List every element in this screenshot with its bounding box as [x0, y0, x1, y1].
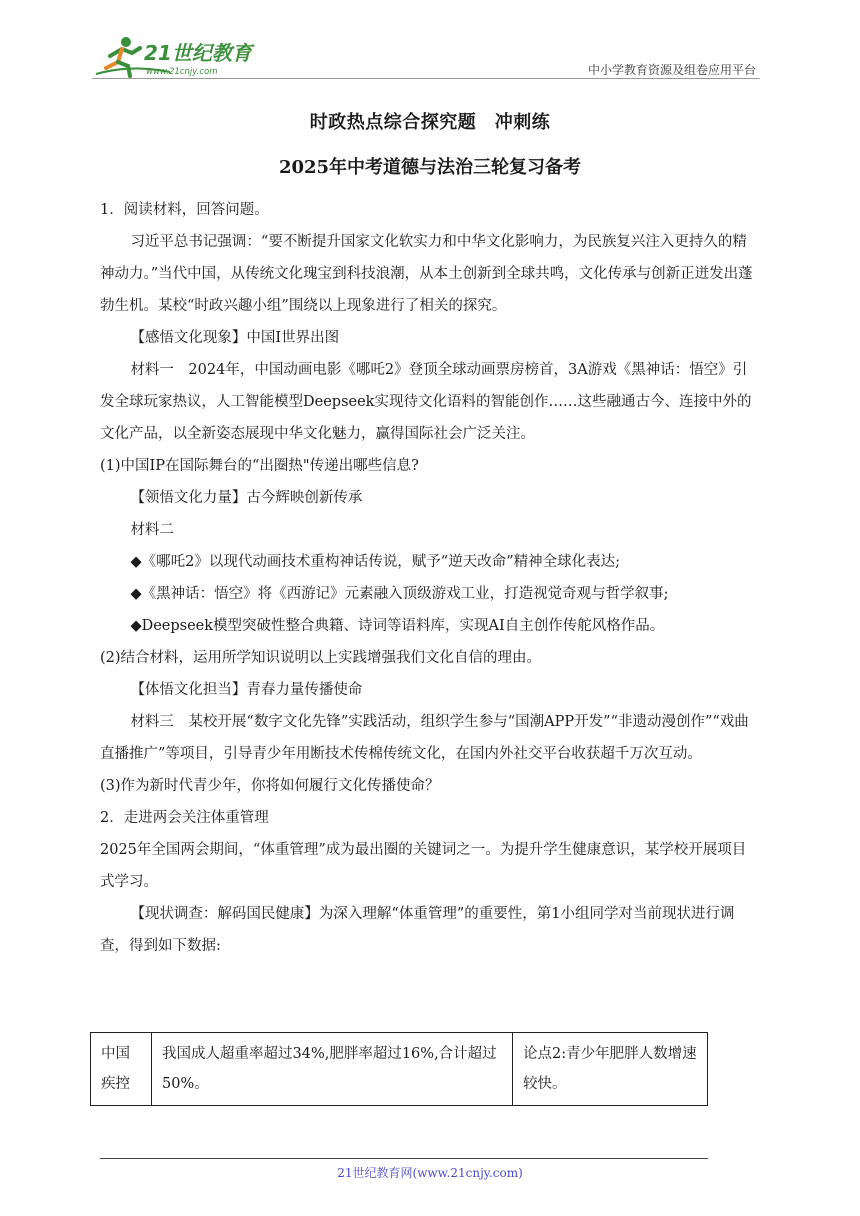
material-bullet: ◆Deepseek模型突破性整合典籍、诗词等语料库，实现AI自主创作传舵风格作品。: [130, 618, 665, 634]
page-title: 时政热点综合探究题 冲刺练: [309, 112, 551, 133]
section-heading: 【感悟文化现象】中国I世界出图: [130, 330, 340, 346]
runner-logo-icon: [92, 34, 262, 80]
page-header: [92, 34, 760, 82]
material-1: 材料一 2024年，中国动画电影《哪吒2》登顶全球动画票房榜首，3A游戏《黑神话：悟空》引发全球玩家热议，人工智能模型Deepseek实现待文化语料的智能创作……这些融通古今、连接中外的文化产品，以全新姿态展现中华文化魅力，赢得国际社会广泛关注。: [100, 362, 752, 442]
platform-name: 中小学教育资源及组卷应用平台: [587, 63, 756, 77]
site-logo[interactable]: [92, 34, 262, 80]
page-subtitle: 2025年中考道德与法治三轮复习备考: [278, 157, 582, 178]
table-cell: 论点2:青少年肥胖人数增速较快。: [513, 1033, 708, 1106]
material-bullet: ◆《黑神话：悟空》将《西游记》元素融入顶级游戏工业，打造视觉奇观与哲学叙事;: [130, 586, 669, 602]
section-heading: 【体悟文化担当】青春力量传播使命: [130, 682, 363, 698]
question-2-intro: 2025年全国两会期间，“体重管理”成为最出圈的关键词之一。为提升学生健康意识，某学校开展项目式学习。: [100, 842, 747, 890]
question-2-stem: 2．走进两会关注体重管理: [100, 810, 269, 826]
material-2-label: 材料二: [130, 522, 174, 538]
table-cell: 中国疾控: [91, 1033, 152, 1106]
logo-text: 21世纪教育: [144, 41, 252, 65]
table-row: [91, 1033, 708, 1106]
table-cell: 我国成人超重率超过34%,肥胖率超过16%,合计超过50%。: [152, 1033, 513, 1106]
question-1-stem: 1．阅读材料，回答问题。: [100, 202, 269, 218]
question-1-intro: 习近平总书记强调：“要不断提升国家文化软实力和中华文化影响力，为民族复兴注入更持久的精神动力。”当代中国，从传统文化瑰宝到科技浪潮，从本土创新到全球共鸣，文化传承与创新正迸发出蓬勃生机。某校“时政兴趣小组”围绕以上现象进行了相关的探究。: [100, 234, 753, 314]
section-heading: 【领悟文化力量】古今辉映创新传承: [130, 490, 363, 506]
sub-question-2: (2)结合材料，运用所学知识说明以上实践增强我们文化自信的理由。: [100, 650, 542, 666]
sub-question-1: (1)中国IP在国际舞台的“出圈热"传递出哪些信息?: [100, 458, 419, 474]
data-table: [90, 1032, 708, 1106]
footer-divider: [100, 1158, 708, 1159]
document-body: [100, 194, 760, 962]
sub-question-3: (3)作为新时代青少年，你将如何履行文化传播使命？: [100, 778, 440, 794]
material-3: 材料三 某校开展“数字文化先锋”实践活动，组织学生参与“国潮APP开发”“非遗动漫创作”“戏曲直播推广”等项目，引导青少年用断技术传棉传统文化，在国内外社交平台收获超千万次互动。: [100, 714, 749, 762]
material-bullet: ◆《哪吒2》以现代动画技术重构神话传说，赋予“逆天改命”精神全球化表达;: [130, 554, 621, 570]
header-divider: [92, 78, 760, 79]
footer-link[interactable]: 21世纪教育网(www.21cnjy.com): [337, 1166, 523, 1180]
logo-url: www.21cnjy.com: [146, 67, 218, 77]
survey-paragraph: 【现状调查：解码国民健康】为深入理解“体重管理”的重要性，第1小组同学对当前现状进行调查，得到如下数据:: [100, 906, 735, 954]
